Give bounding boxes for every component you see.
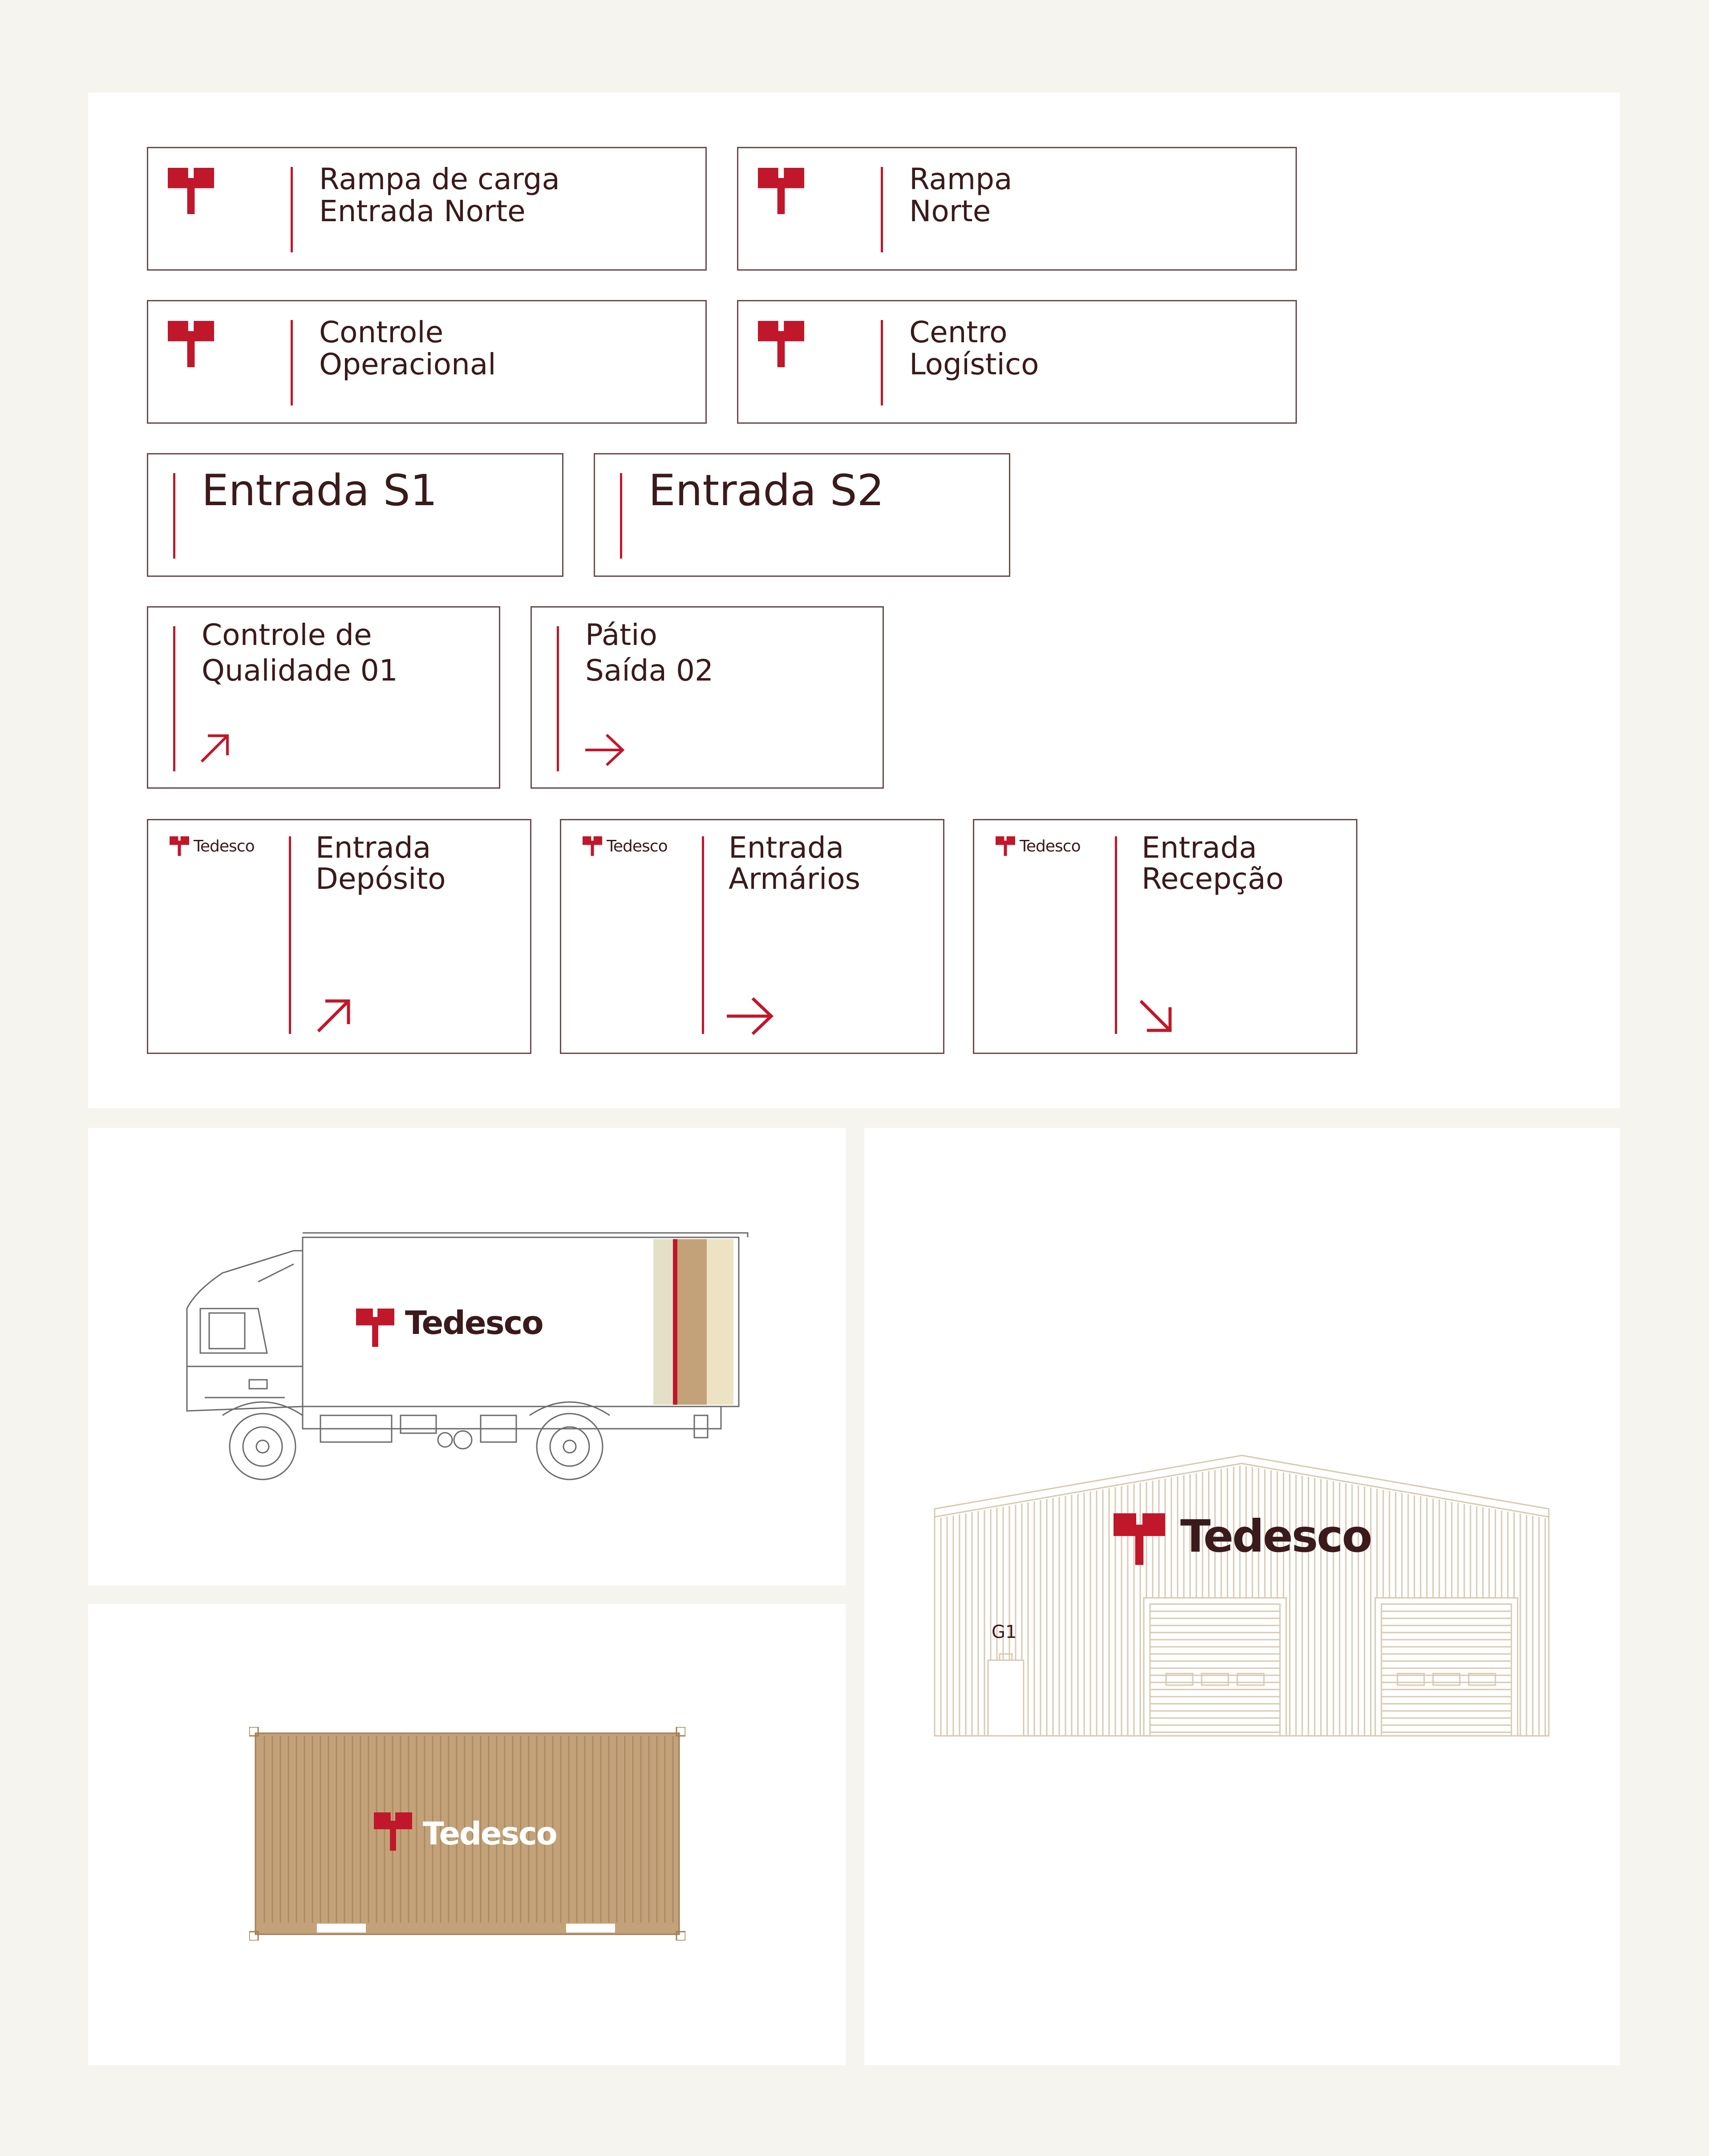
- sign-rampa-carga: [147, 147, 707, 271]
- sign-divider: [1115, 836, 1117, 1034]
- sign-line-2: Qualidade 01: [202, 653, 398, 688]
- arrow-up-right-icon: [198, 731, 232, 765]
- sign-line-1: Entrada: [1142, 831, 1257, 865]
- sign-entrada-deposito: [147, 819, 531, 1054]
- sign-line-2: Depósito: [316, 862, 446, 896]
- sign-divider: [620, 473, 622, 559]
- sign-divider: [173, 626, 175, 771]
- mini-logo-text: Tedesco: [194, 837, 255, 855]
- warehouse-door-label: G1: [992, 1622, 1017, 1642]
- tedesco-logo-mark-icon: [758, 168, 804, 214]
- sign-line-2: Recepção: [1142, 862, 1284, 896]
- sign-rampa-norte: [737, 147, 1297, 271]
- sign-divider: [173, 473, 175, 559]
- arrow-up-right-icon: [315, 997, 353, 1035]
- sign-line-1: Controle de: [202, 618, 372, 652]
- sign-patio-saida: [531, 606, 884, 789]
- sign-line-1: Pátio: [585, 618, 657, 652]
- sign-line-2: Logístico: [909, 347, 1039, 381]
- sign-entrada-recepcao: [973, 819, 1357, 1054]
- tedesco-logo-mark-icon: [168, 321, 214, 367]
- sign-line-1: Entrada: [316, 831, 431, 865]
- sign-divider: [291, 167, 293, 252]
- sign-divider: [881, 320, 883, 405]
- sign-divider: [881, 167, 883, 252]
- sign-divider: [557, 626, 559, 771]
- sign-line-1: Rampa de carga: [319, 162, 560, 196]
- mini-logo-text: Tedesco: [1020, 837, 1081, 855]
- truck-illustration: [169, 1220, 757, 1487]
- sign-line-2: Operacional: [319, 347, 496, 381]
- sign-line-2: Armários: [729, 862, 861, 896]
- tedesco-logo-mark-icon: [168, 168, 214, 214]
- tedesco-mini-logo: [583, 836, 668, 856]
- tedesco-logo-mark-icon: [996, 836, 1015, 856]
- sign-line-1: Centro: [909, 315, 1008, 349]
- arrow-right-icon: [725, 995, 775, 1037]
- sign-entrada-armarios: [560, 819, 944, 1054]
- sign-line-2: Entrada Norte: [319, 194, 526, 228]
- sign-entrada-s2: [594, 453, 1010, 577]
- warehouse-brand-text: Tedesco: [1180, 1510, 1371, 1562]
- tedesco-mini-logo: [170, 836, 255, 856]
- sign-controle-qualidade: [147, 606, 500, 789]
- container-brand-text: Tedesco: [423, 1816, 557, 1852]
- sign-line-1: Rampa: [909, 162, 1012, 196]
- mini-logo-text: Tedesco: [607, 837, 668, 855]
- arrow-right-icon: [583, 732, 626, 768]
- tedesco-logo-mark-icon: [583, 836, 602, 856]
- sign-divider: [702, 836, 704, 1034]
- tedesco-logo-mark-icon: [170, 836, 189, 856]
- sign-divider: [289, 836, 291, 1034]
- arrow-down-right-icon: [1136, 997, 1174, 1035]
- sign-controle-operacional: [147, 300, 707, 424]
- sign-entrada-s1: [147, 453, 563, 577]
- sign-line-2: Saída 02: [585, 653, 713, 688]
- sign-line-2: Norte: [909, 194, 991, 228]
- sign-centro-logistico: [737, 300, 1297, 424]
- truck-brand-text: Tedesco: [405, 1304, 543, 1341]
- sign-label: Entrada S1: [202, 466, 437, 515]
- sign-divider: [291, 320, 293, 405]
- sign-label: Entrada S2: [648, 466, 884, 515]
- sign-line-1: Entrada: [729, 831, 844, 865]
- sign-line-1: Controle: [319, 315, 444, 349]
- tedesco-mini-logo: [996, 836, 1081, 856]
- tedesco-logo-mark-icon: [758, 321, 804, 367]
- warehouse-illustration: [930, 1451, 1553, 1743]
